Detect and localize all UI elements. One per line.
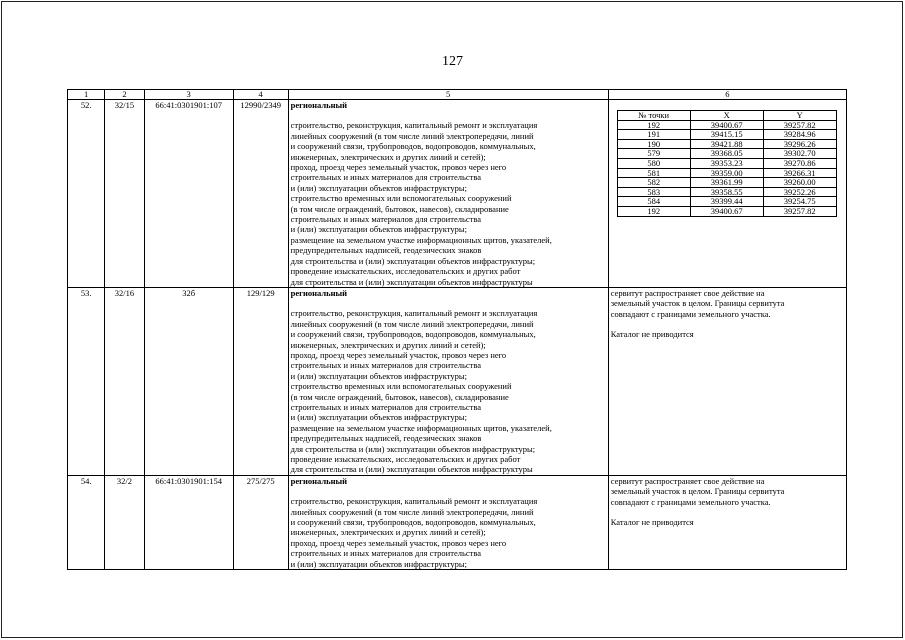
header-row bbox=[68, 90, 847, 100]
purpose-line: (в том числе ограждений, бытовок, навесов), складирование bbox=[290, 391, 509, 402]
purpose-line: инженерных, электрических и других линий и сетей); bbox=[290, 527, 486, 538]
cadastral-number: 66:41:0301901:154 bbox=[144, 475, 233, 569]
row-code: 32/2 bbox=[105, 475, 144, 569]
coords-cell: 192 bbox=[617, 206, 690, 216]
purpose-line: для строительства и (или) эксплуатации объектов инфраструктуры bbox=[290, 276, 533, 287]
note-line: сервитут распространяет свое действие на bbox=[610, 287, 765, 298]
servitude-purpose bbox=[288, 475, 608, 569]
coords-cell: 39254.75 bbox=[763, 197, 836, 207]
header-col-6: 6 bbox=[608, 90, 846, 100]
note-line: сервитут распространяет свое действие на bbox=[610, 475, 765, 486]
coords-cell: 584 bbox=[617, 197, 690, 207]
coords-cell: 39266.31 bbox=[763, 168, 836, 178]
purpose-line: проход, проезд через земельный участок, провоз через него bbox=[290, 162, 507, 173]
note-line: земельный участок в целом. Границы сервитута bbox=[610, 486, 785, 497]
coords-cell: 39368.05 bbox=[690, 149, 763, 159]
boundary-note bbox=[611, 288, 844, 340]
table-row bbox=[68, 475, 847, 569]
purpose-line: проход, проезд через земельный участок, провоз через него bbox=[290, 349, 507, 360]
servitude-boundary bbox=[608, 287, 846, 475]
servitude-boundary bbox=[608, 100, 846, 288]
coords-cell: 192 bbox=[617, 120, 690, 130]
coords-row bbox=[617, 206, 836, 216]
purpose-line: инженерных, электрических и других линий и сетей); bbox=[290, 339, 486, 350]
spacer bbox=[291, 110, 606, 120]
purpose-line: и (или) эксплуатации объектов инфраструктуры; bbox=[290, 370, 467, 381]
purpose-line: и (или) эксплуатации объектов инфраструктуры; bbox=[290, 182, 467, 193]
header-col-2: 2 bbox=[105, 90, 144, 100]
row-number: 53. bbox=[68, 287, 105, 475]
purpose-line: строительство, реконструкция, капитальный ремонт и эксплуатация bbox=[290, 120, 538, 131]
purpose-line: линейных сооружений (в том числе линий электропередачи, линий bbox=[290, 506, 534, 517]
catalog-note: Каталог не приводится bbox=[610, 517, 694, 528]
purpose-line: инженерных, электрических и других линий и сетей); bbox=[290, 151, 486, 162]
area-value: 275/275 bbox=[233, 475, 288, 569]
coords-cell: 39302.70 bbox=[763, 149, 836, 159]
cadastral-number: 66:41:0301901:107 bbox=[144, 100, 233, 288]
coords-row bbox=[617, 120, 836, 130]
coords-cell: 39270.86 bbox=[763, 158, 836, 168]
catalog-note: Каталог не приводится bbox=[610, 329, 694, 340]
purpose-line: строительных и иных материалов для строительства bbox=[290, 360, 481, 371]
header-col-5: 5 bbox=[288, 90, 608, 100]
coords-row bbox=[617, 187, 836, 197]
coords-cell: 582 bbox=[617, 178, 690, 188]
coords-cell: 190 bbox=[617, 139, 690, 149]
header-col-1: 1 bbox=[68, 90, 105, 100]
purpose-line: и сооружений связи, трубопроводов, водопроводов, коммунальных, bbox=[290, 517, 536, 528]
purpose-line: и (или) эксплуатации объектов инфраструктуры; bbox=[290, 412, 467, 423]
coords-cell: 580 bbox=[617, 158, 690, 168]
purpose-line: строительных и иных материалов для строительства bbox=[290, 214, 481, 225]
coords-cell: 39296.26 bbox=[763, 139, 836, 149]
purpose-line: (в том числе ограждений, бытовок, навесов), складирование bbox=[290, 203, 509, 214]
coords-row bbox=[617, 168, 836, 178]
spacer bbox=[291, 298, 606, 308]
purpose-line: строительство временных или вспомогательных сооружений bbox=[290, 381, 512, 392]
purpose-line: строительных и иных материалов для строительства bbox=[290, 401, 481, 412]
table-row bbox=[68, 100, 847, 288]
purpose-line: и (или) эксплуатации объектов инфраструктуры; bbox=[290, 224, 467, 235]
row-number: 52. bbox=[68, 100, 105, 288]
purpose-line: для строительства и (или) эксплуатации объектов инфраструктуры bbox=[290, 464, 533, 475]
boundary-note bbox=[611, 476, 844, 528]
page-number: 127 bbox=[442, 54, 463, 69]
coords-cell: 39400.67 bbox=[690, 206, 763, 216]
servitude-kind: региональный bbox=[290, 475, 348, 486]
purpose-line: для строительства и (или) эксплуатации объектов инфраструктуры; bbox=[290, 443, 536, 454]
purpose-line: предупредительных надписей, геодезических знаков bbox=[290, 245, 482, 256]
purpose-line: линейных сооружений (в том числе линий электропередачи, линий bbox=[290, 318, 534, 329]
note-line: совпадают с границами земельного участка. bbox=[610, 308, 771, 319]
coords-cell: 579 bbox=[617, 149, 690, 159]
note-line: земельный участок в целом. Границы сервитута bbox=[610, 298, 785, 309]
purpose-line: и сооружений связи, трубопроводов, водопроводов, коммунальных, bbox=[290, 141, 536, 152]
purpose-line: и (или) эксплуатации объектов инфраструктуры; bbox=[290, 558, 467, 569]
spacer bbox=[611, 507, 844, 517]
spacer bbox=[291, 486, 606, 496]
coords-cell: 39400.67 bbox=[690, 120, 763, 130]
row-code: 32/15 bbox=[105, 100, 144, 288]
coords-cell: 191 bbox=[617, 130, 690, 140]
purpose-line: проведение изыскательских, исследовательских и других работ bbox=[290, 266, 521, 277]
coords-row bbox=[617, 149, 836, 159]
coords-cell: 39359.00 bbox=[690, 168, 763, 178]
table-row bbox=[68, 287, 847, 475]
coords-cell: 581 bbox=[617, 168, 690, 178]
coords-cell: 39284.96 bbox=[763, 130, 836, 140]
servitude-purpose bbox=[288, 100, 608, 288]
coords-cell: 39361.99 bbox=[690, 178, 763, 188]
coords-row bbox=[617, 178, 836, 188]
coords-cell: 39353.23 bbox=[690, 158, 763, 168]
coords-row bbox=[617, 197, 836, 207]
coords-cell: 39257.82 bbox=[763, 120, 836, 130]
header-col-3: 3 bbox=[144, 90, 233, 100]
coords-cell: 39257.82 bbox=[763, 206, 836, 216]
coords-header-row bbox=[617, 111, 836, 121]
coordinates-table bbox=[617, 110, 837, 217]
servitude-kind: региональный bbox=[290, 287, 348, 298]
coords-cell: 39260.00 bbox=[763, 178, 836, 188]
servitude-boundary bbox=[608, 475, 846, 569]
coords-row bbox=[617, 130, 836, 140]
coords-row bbox=[617, 139, 836, 149]
purpose-line: строительство, реконструкция, капитальный ремонт и эксплуатация bbox=[290, 496, 538, 507]
coords-header-cell: Y bbox=[763, 111, 836, 121]
servitude-table bbox=[67, 89, 847, 570]
purpose-line: строительных и иных материалов для строительства bbox=[290, 172, 481, 183]
header-col-4: 4 bbox=[233, 90, 288, 100]
purpose-line: строительство, реконструкция, капитальный ремонт и эксплуатация bbox=[290, 308, 538, 319]
spacer bbox=[611, 319, 844, 329]
coords-cell: 39252.26 bbox=[763, 187, 836, 197]
servitude-purpose bbox=[288, 287, 608, 475]
purpose-line: проведение изыскательских, исследовательских и других работ bbox=[290, 454, 521, 464]
coords-header-cell: № точки bbox=[617, 111, 690, 121]
coords-cell: 39358.55 bbox=[690, 187, 763, 197]
purpose-line: строительных и иных материалов для строительства bbox=[290, 548, 481, 559]
row-code: 32/16 bbox=[105, 287, 144, 475]
purpose-line: размещение на земельном участке информационных щитов, указателей, bbox=[290, 422, 552, 433]
coords-cell: 583 bbox=[617, 187, 690, 197]
servitude-kind: региональный bbox=[290, 100, 348, 110]
note-line: совпадают с границами земельного участка. bbox=[610, 496, 771, 507]
coords-cell: 39421.88 bbox=[690, 139, 763, 149]
coords-cell: 39399.44 bbox=[690, 197, 763, 207]
purpose-line: предупредительных надписей, геодезических знаков bbox=[290, 433, 482, 444]
purpose-line: строительство временных или вспомогательных сооружений bbox=[290, 193, 512, 204]
coords-row bbox=[617, 158, 836, 168]
coords-header-cell: X bbox=[690, 111, 763, 121]
cadastral-number: 32б bbox=[144, 287, 233, 475]
purpose-line: и сооружений связи, трубопроводов, водопроводов, коммунальных, bbox=[290, 329, 536, 340]
area-value: 12990/2349 bbox=[233, 100, 288, 288]
coords-cell: 39415.15 bbox=[690, 130, 763, 140]
purpose-line: для строительства и (или) эксплуатации объектов инфраструктуры; bbox=[290, 255, 536, 266]
purpose-line: проход, проезд через земельный участок, провоз через него bbox=[290, 537, 507, 548]
area-value: 129/129 bbox=[233, 287, 288, 475]
row-number: 54. bbox=[68, 475, 105, 569]
purpose-line: линейных сооружений (в том числе линий электропередачи, линий bbox=[290, 130, 534, 141]
purpose-line: размещение на земельном участке информационных щитов, указателей, bbox=[290, 234, 552, 245]
